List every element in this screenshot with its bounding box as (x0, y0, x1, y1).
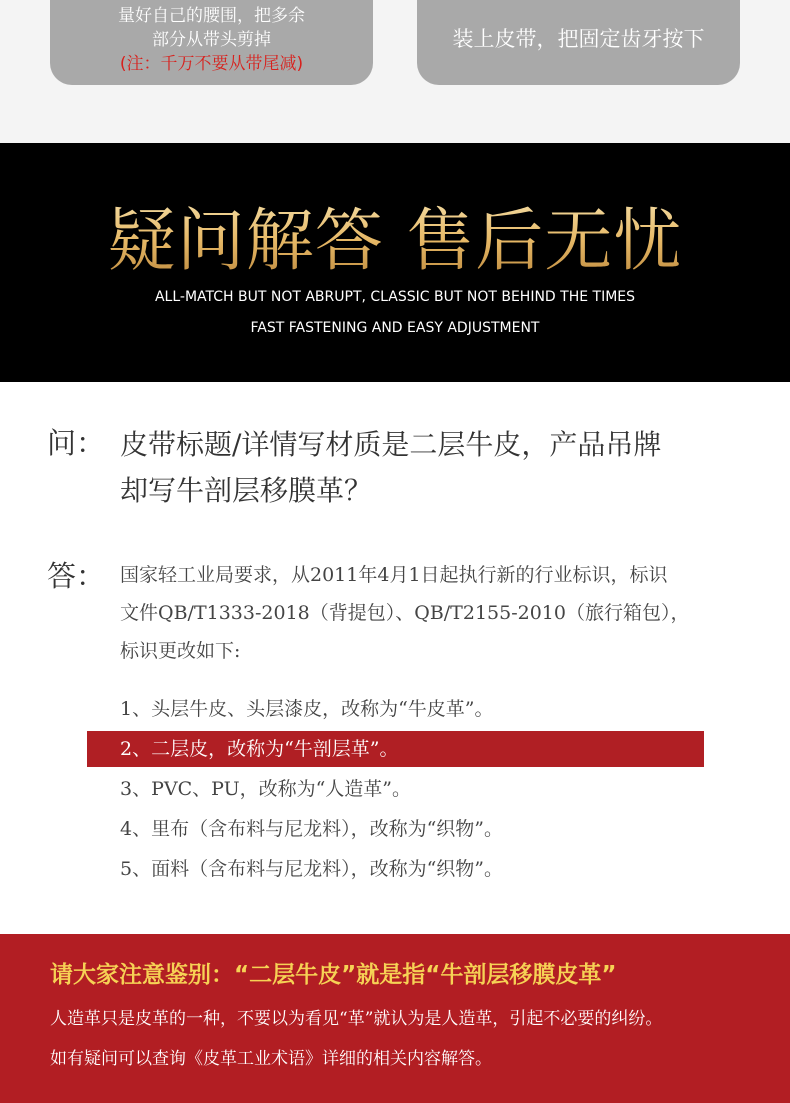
step1-line1: 量好自己的腰围，把多余 (118, 6, 305, 26)
notice-title: 请大家注意鉴别：“二层牛皮”就是指“牛剖层移膜皮革” (50, 962, 617, 988)
answer-line-3: 标识更改如下: (120, 640, 241, 662)
notice-section (0, 934, 790, 1103)
question-text (120, 422, 740, 514)
answer-label: 答： (47, 559, 106, 593)
notice-line-1: 人造革只是皮革的一种，不要以为看见“革”就认为是人造革，引起不必要的纠纷。 (50, 1009, 663, 1029)
answer-text (120, 556, 740, 670)
install-steps-section (0, 0, 790, 143)
step2-text: 装上皮带，把固定齿牙按下 (452, 27, 705, 51)
question-line-1: 皮带标题/详情写材质是二层牛皮，产品吊牌 (120, 428, 662, 461)
answer-line-1: 国家轻工业局要求，从2011年4月1日起执行新的行业标识，标识 (120, 564, 668, 586)
step-card-trim (50, 0, 373, 85)
banner-subtitle-1: ALL-MATCH BUT NOT ABRUPT, CLASSIC BUT NOT BEHIND THE TIMES (154, 289, 636, 305)
list-item-highlighted: 2、二层皮，改称为“牛剖层革”。 (87, 731, 704, 767)
banner-subtitle-2: FAST FASTENING AND EASY ADJUSTMENT (250, 320, 540, 336)
label-change-list (0, 689, 790, 889)
notice-line-2: 如有疑问可以查询《皮革工业术语》详细的相关内容解答。 (50, 1049, 492, 1069)
list-item: 5、面料（含布料与尼龙料），改称为“织物”。 (120, 858, 504, 880)
list-item: 4、里布（含布料与尼龙料），改称为“织物”。 (120, 818, 504, 840)
banner-title: 疑问解答 售后无忧 (0, 187, 790, 284)
step-card-fasten (417, 0, 740, 85)
step1-warning: (注：千万不要从带尾减) (119, 54, 304, 74)
list-item: 1、头层牛皮、头层漆皮，改称为“牛皮革”。 (120, 698, 494, 720)
step1-line2: 部分从带头剪掉 (152, 30, 271, 50)
faq-banner (0, 143, 790, 382)
question-label: 问： (47, 426, 106, 460)
list-item: 3、PVC、PU，改称为“人造革”。 (120, 778, 412, 800)
answer-line-2: 文件QB/T1333-2018（背提包）、QB/T2155-2010（旅行箱包）， (120, 602, 690, 624)
question-line-2: 却写牛剖层移膜革？ (120, 474, 373, 507)
